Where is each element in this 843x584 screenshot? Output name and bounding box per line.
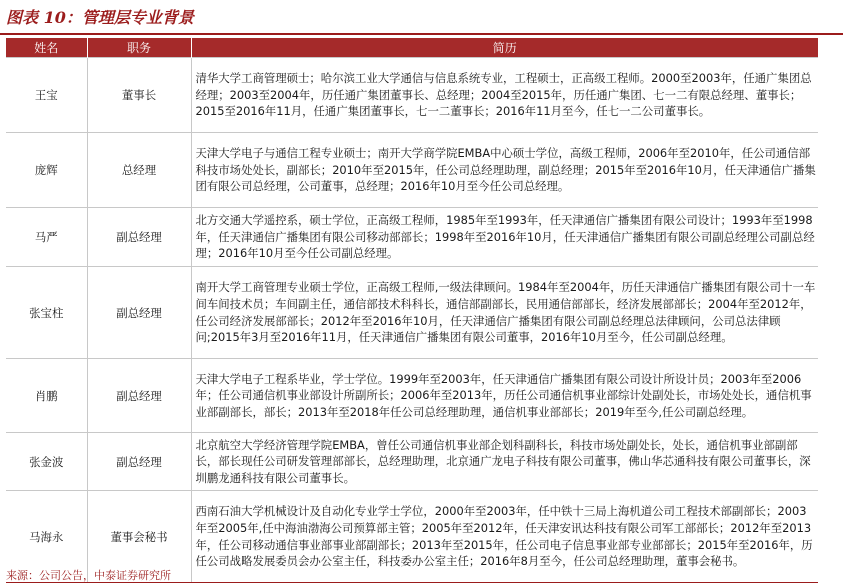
management-table [6, 38, 818, 583]
cell-role: 董事会秘书 [87, 491, 191, 583]
table-row [6, 133, 818, 208]
figure-title: 图表 10：管理层专业背景 [6, 8, 194, 27]
cell-role: 副总经理 [87, 208, 191, 267]
cell-name: 王宝 [6, 58, 87, 133]
table-row [6, 208, 818, 267]
title-underline [0, 33, 843, 35]
table-row [6, 433, 818, 491]
cell-name: 张金波 [6, 433, 87, 491]
table-row [6, 58, 818, 133]
source-note: 来源：公司公告，中泰证券研究所 [6, 569, 171, 582]
cell-bio: 西南石油大学机械设计及自动化专业学士学位，2000年至2003年，任中铁十三局上海机道公司工程技术部副部长；2003年至2005年,任中海油渤海公司预算部主管；2005年至2012年，任天津安讯达科技有限公司军工部部长；2012年至2013年，任公司移动通信事业部事业部副部长；2013年至2015年，任公司电子信息事业部专业部部长；2015年至2016年，历任公司战略发展委员会办公室主任，科技委办公室主任；2016年8月至今，任公司总经理助理，董事会秘书。 [191, 491, 818, 583]
cell-role: 副总经理 [87, 433, 191, 491]
cell-name: 庞辉 [6, 133, 87, 208]
cell-bio: 北京航空大学经济管理学院EMBA，曾任公司通信机事业部企划科副科长，科技市场处副处长，处长，通信机事业部副部长，部长现任公司研发管理部部长，总经理助理，北京通广龙电子科技有限公司董事，佛山华芯通科技有限公司董事长，深圳鹏龙通科技有限公司董事长。 [191, 433, 818, 491]
table-row [6, 359, 818, 433]
cell-name: 张宝柱 [6, 267, 87, 359]
cell-name: 马海永 [6, 491, 87, 583]
cell-bio: 清华大学工商管理硕士；哈尔滨工业大学通信与信息系统专业，工程硕士，正高级工程师。2000至2003年，任通广集团总经理；2003至2004年，历任通广集团董事长、总经理；2004至2015年，历任通广集团、七一二有限总经理、董事长；2015至2016年11月，任通广集团董事长，七一二董事长；2016年11月至今，任七一二公司董事长。 [191, 58, 818, 133]
cell-role: 总经理 [87, 133, 191, 208]
cell-bio: 北方交通大学遥控系，硕士学位，正高级工程师，1985年至1993年，任天津通信广播集团有限公司设计；1993年至1998年，任天津通信广播集团有限公司移动部部长；1998年至2016年10月，任天津通信广播集团有限公司副总经理公司副总经理；2016年10月至今任公司副总经理。 [191, 208, 818, 267]
cell-role: 副总经理 [87, 267, 191, 359]
cell-role: 副总经理 [87, 359, 191, 433]
header-name: 姓名 [6, 38, 87, 58]
cell-role: 董事长 [87, 58, 191, 133]
header-bio: 简历 [191, 38, 818, 58]
header-role: 职务 [87, 38, 191, 58]
cell-bio: 南开大学工商管理专业硕士学位，正高级工程师,一级法律顾问。1984年至2004年，历任天津通信广播集团有限公司十一车间车间技术员；车间副主任，通信部技术科科长，通信部副部长，民用通信部部长，经济发展部部长；2004年至2012年，任公司经济发展部部长；2012年至2016年10月，任天津通信广播集团有限公司副总经理总法律顾问，公司总法律顾问;2015年3月至2016年11月，任天津通信广播集团有限公司董事，2016年10月至今，任公司副总经理。 [191, 267, 818, 359]
cell-name: 肖鹏 [6, 359, 87, 433]
table-row [6, 267, 818, 359]
cell-name: 马严 [6, 208, 87, 267]
cell-bio: 天津大学电子工程系毕业，学士学位。1999年至2003年，任天津通信广播集团有限公司设计所设计员；2003年至2006年；任公司通信机事业部设计所副所长；2006年至2013年，历任公司通信机事业部综计处副处长，市场处处长，通信机事业部副部长，部长；2013年至2018年任公司总经理助理，通信机事业部部长；2019年至今,任公司副总经理。 [191, 359, 818, 433]
header-row [6, 38, 818, 58]
cell-bio: 天津大学电子与通信工程专业硕士；南开大学商学院EMBA中心硕士学位，高级工程师，2006年至2010年，任公司通信部科技市场处处长，副部长；2010年至2015年，任公司总经理助理，副总经理；2015年至2016年10月，任天津通信广播集团有限公司总经理，公司董事，总经理；2016年10月至今任公司总经理。 [191, 133, 818, 208]
